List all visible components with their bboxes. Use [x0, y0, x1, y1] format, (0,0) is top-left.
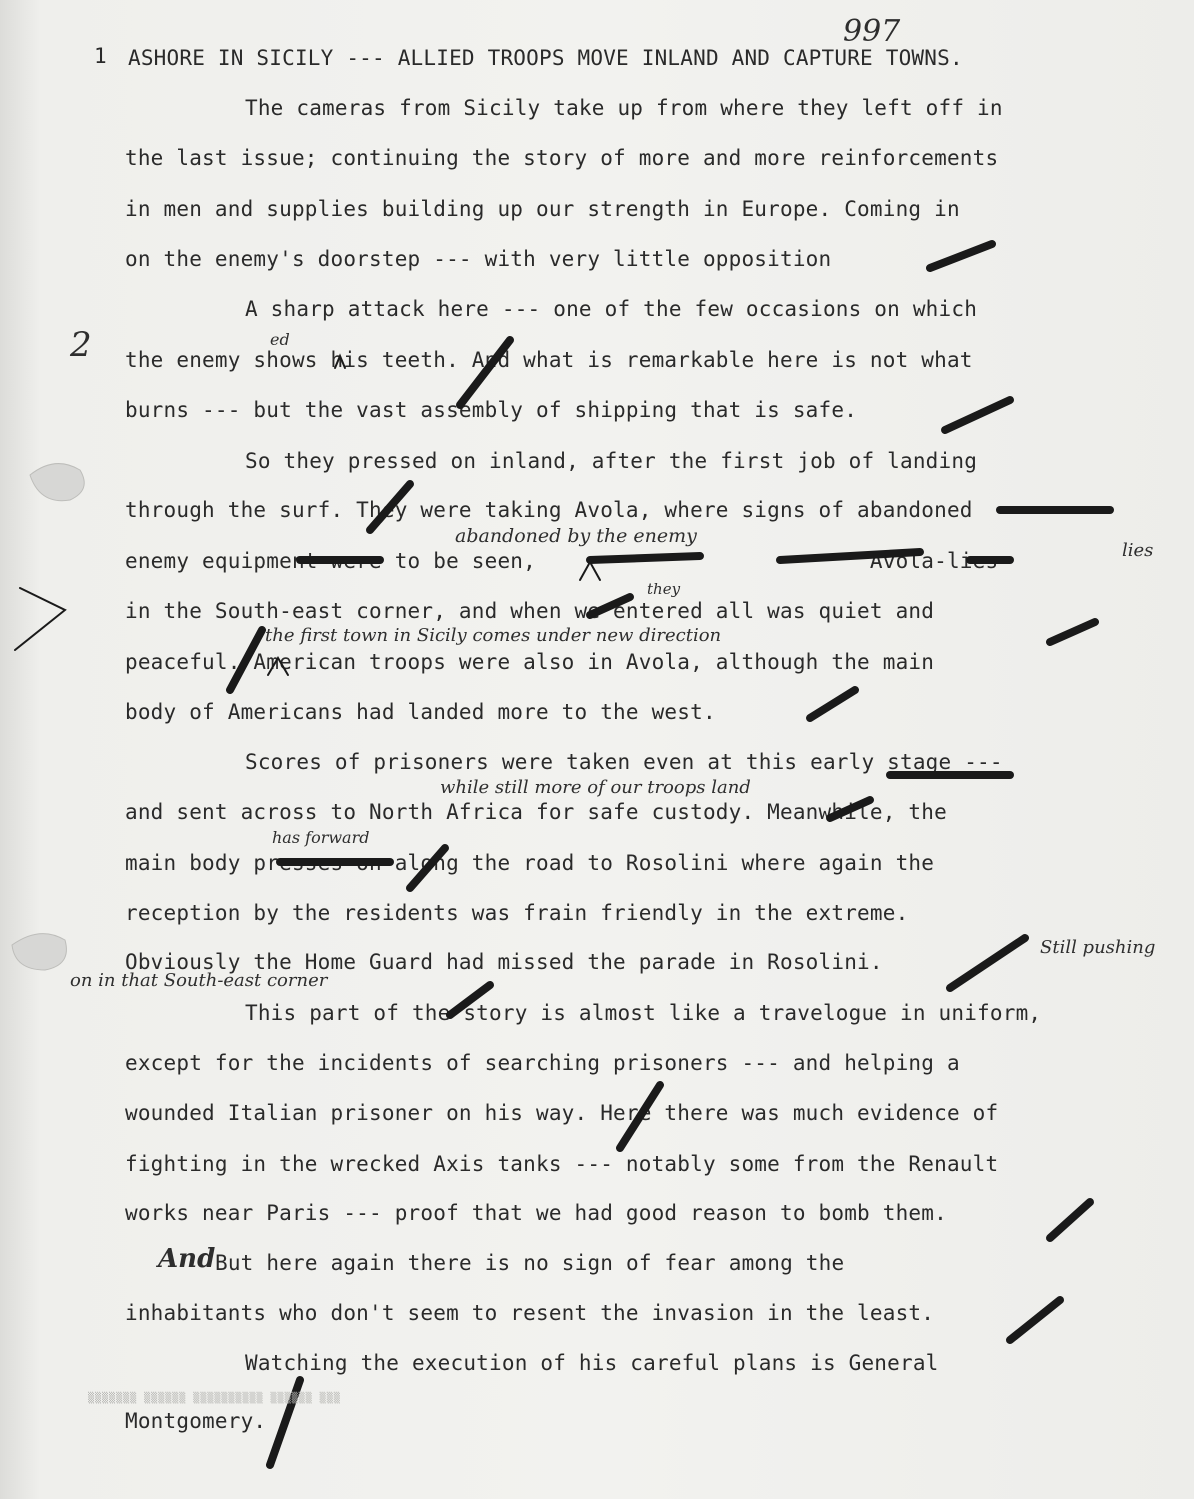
text-line: Scores of prisoners were taken even at this early stage ---: [245, 750, 1003, 774]
handwritten-insert: lies: [1122, 540, 1154, 561]
text-line: main body presses on along the road to Rosolini where again the: [125, 851, 935, 875]
text-line: fighting in the wrecked Axis tanks --- notably some from the Renault: [125, 1152, 999, 1176]
text-line: wounded Italian prisoner on his way. Here there was much evidence of: [125, 1101, 999, 1125]
text-line: burns --- but the vast assembly of shipping that is safe.: [125, 398, 858, 422]
text-line: enemy equipment were to be seen, Avola-lies: [125, 549, 999, 573]
text-line: in the South-east corner, and when we entered all was quiet and: [125, 599, 935, 623]
faint-stamp: ▒▒▒▒▒▒▒ ▒▒▒▒▒▒ ▒▒▒▒▒▒▒▒▒▒ ▒▒▒▒▒▒ ▒▒▒: [88, 1393, 341, 1404]
text-line: Montgomery.: [125, 1409, 267, 1433]
text-line: the enemy shows his teeth. And what is remarkable here is not what: [125, 348, 973, 372]
text-line: through the surf. They were taking Avola, where signs of abandoned: [125, 498, 973, 522]
text-line: inhabitants who don't seem to resent the invasion in the least.: [125, 1301, 935, 1325]
text-line: reception by the residents was frain friendly in the extreme.: [125, 901, 909, 925]
text-line: peaceful. American troops were also in Avola, although the main: [125, 650, 935, 674]
handwritten-insert: has forward: [272, 828, 370, 847]
text-line: the last issue; continuing the story of more and more reinforcements: [125, 146, 999, 170]
handwritten-insert: Still pushing: [1040, 937, 1156, 958]
text-line: body of Americans had landed more to the west.: [125, 700, 716, 724]
handwritten-insert: And: [158, 1244, 216, 1274]
text-line: in men and supplies building up our strength in Europe. Coming in: [125, 197, 960, 221]
handwritten-insert: they: [647, 580, 681, 598]
text-line: The cameras from Sicily take up from where they left off in: [245, 96, 1003, 120]
handwritten-insert: on in that South-east corner: [70, 970, 328, 991]
handwritten-insert: while still more of our troops land: [440, 777, 751, 798]
handwritten-insert: ed: [270, 330, 290, 349]
handwritten-insert: the first town in Sicily comes under new direction: [265, 625, 722, 646]
text-line: on the enemy's doorstep --- with very little opposition: [125, 247, 832, 271]
text-line: Obviously the Home Guard had missed the parade in Rosolini.: [125, 950, 883, 974]
text-line: Watching the execution of his careful plans is General: [245, 1351, 939, 1375]
handwritten-page-number: 997: [843, 14, 901, 49]
text-line: and sent across to North Africa for safe custody. Meanwhile, the: [125, 800, 947, 824]
handwritten-insert: abandoned by the enemy: [455, 525, 697, 547]
text-line: works near Paris --- proof that we had good reason to bomb them.: [125, 1201, 947, 1225]
text-line: So they pressed on inland, after the first job of landing: [245, 449, 978, 473]
page-number: 1: [94, 44, 107, 68]
text-line: except for the incidents of searching prisoners --- and helping a: [125, 1051, 960, 1075]
document-title: ASHORE IN SICILY --- ALLIED TROOPS MOVE INLAND AND CAPTURE TOWNS.: [128, 46, 963, 70]
text-line: A sharp attack here --- one of the few occasions on which: [245, 297, 978, 321]
margin-mark: 2: [70, 325, 92, 365]
text-line: This part of the story is almost like a travelogue in uniform,: [245, 1001, 1042, 1025]
text-line: But here again there is no sign of fear among the: [215, 1251, 845, 1275]
